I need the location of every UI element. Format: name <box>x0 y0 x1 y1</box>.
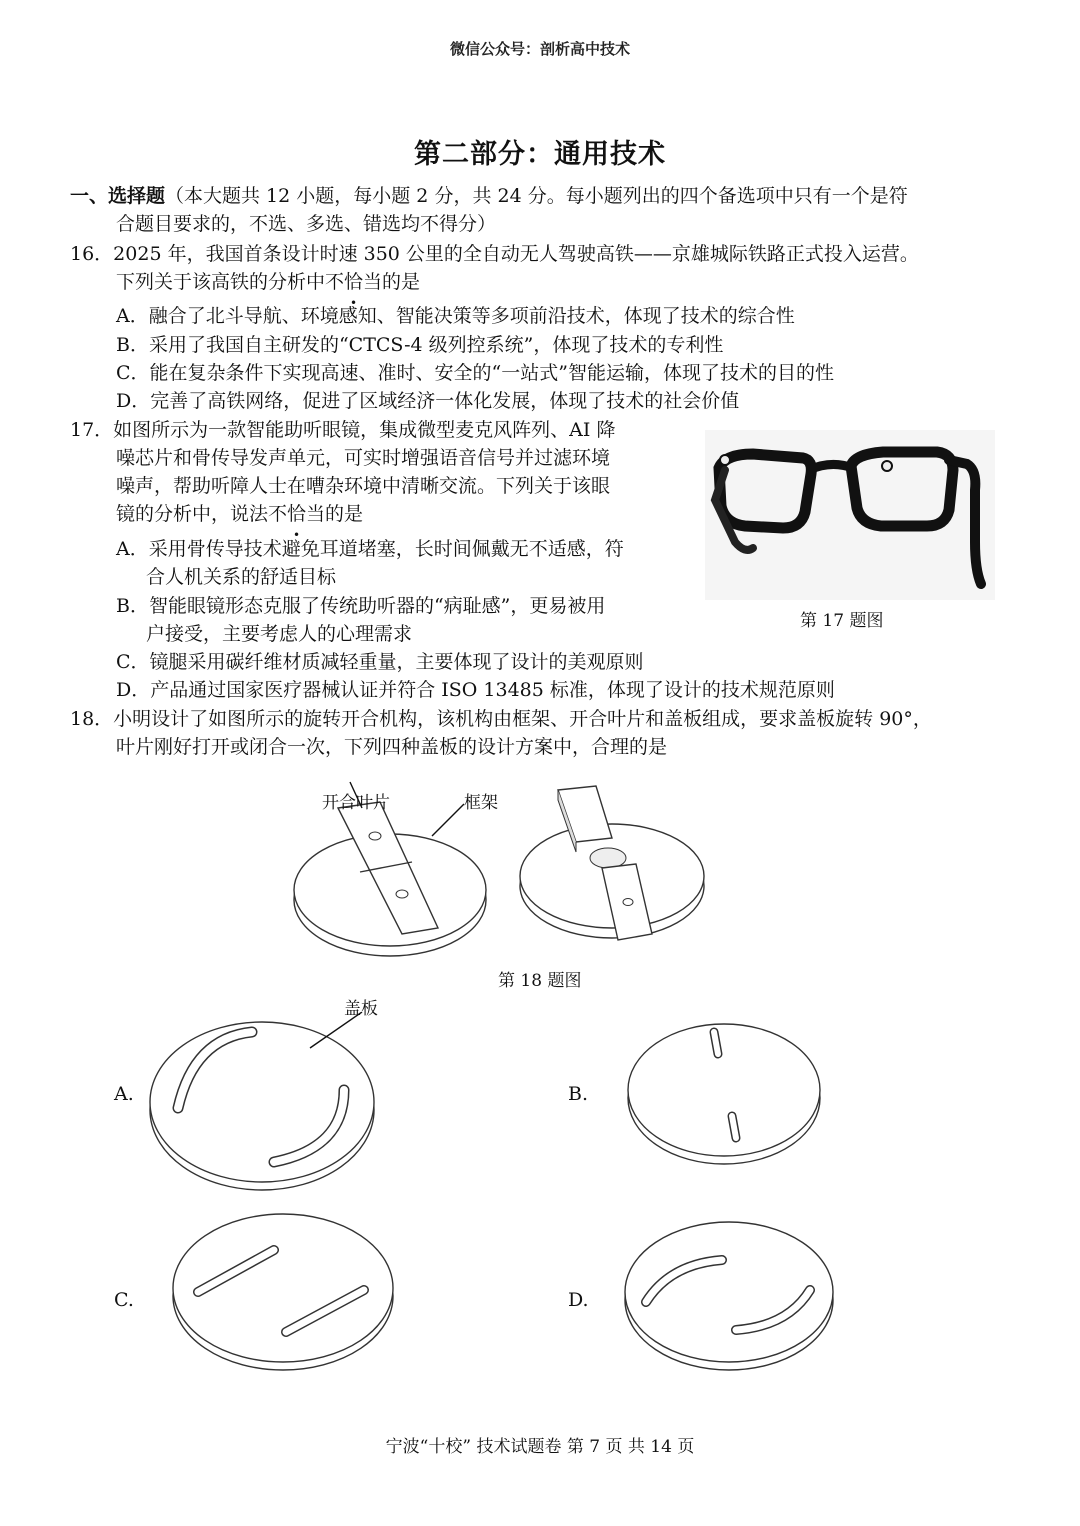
page-footer: 宁波“十校” 技术试题卷 第 7 页 共 14 页 <box>385 1437 695 1457</box>
label-cover: 盖板 <box>344 999 378 1019</box>
cover-option-a <box>144 1012 380 1198</box>
q16-option-b: B．采用了我国自主研发的“CTCS-4 级列控系统”，体现了技术的专利性 <box>116 334 724 356</box>
option-d-label: D. <box>568 1289 589 1311</box>
q16-stem-1: 16．2025 年，我国首条设计时速 350 公里的全自动无人驾驶高铁——京雄城际铁路正式投入运营。 <box>70 243 919 265</box>
q17-option-d: D．产品通过国家医疗器械认证并符合 ISO 13485 标准，体现了设计的技术规范原则 <box>116 679 835 701</box>
q16-option-c: C．能在复杂条件下实现高速、准时、安全的“一站式”智能运输，体现了技术的目的性 <box>116 362 834 384</box>
q18-stem-1: 18．小明设计了如图所示的旋转开合机构，该机构由框架、开合叶片和盖板组成，要求盖板旋转 90°， <box>70 708 932 730</box>
section-intro <box>70 182 908 210</box>
q18-stem-2: 叶片刚好打开或闭合一次，下列四种盖板的设计方案中，合理的是 <box>116 736 668 758</box>
option-a-label: A. <box>114 1083 134 1105</box>
q16-option-d: D．完善了高铁网络，促进了区域经济一体化发展，体现了技术的社会价值 <box>116 390 740 412</box>
q17-stem-1: 17．如图所示为一款智能助听眼镜，集成微型麦克风阵列、AI 降 <box>70 419 616 441</box>
q17-option-a-1: A．采用骨传导技术避免耳道堵塞，长时间佩戴无不适感，符 <box>116 538 624 560</box>
q18-figure-caption: 第 18 题图 <box>498 971 582 991</box>
q17-emphasis: 不恰当 <box>268 503 326 525</box>
q16-emphasis: 不恰当 <box>325 271 383 293</box>
q16-stem-post: 的是 <box>382 271 421 293</box>
option-b-label: B. <box>568 1083 589 1105</box>
q17-stem-2: 噪芯片和骨传导发声单元，可实时增强语音信号并过滤环境 <box>116 447 611 469</box>
section-heading: 一、选择题 <box>70 185 166 207</box>
cover-option-c <box>168 1208 398 1376</box>
q17-stem-4: 镜的分析中，说法不恰当的是 <box>116 503 364 525</box>
q17-option-b-1: B．智能眼镜形态克服了传统助听器的“病耻感”，更易被用 <box>116 595 606 617</box>
label-frame: 框架 <box>464 793 498 813</box>
page-title: 第二部分：通用技术 <box>414 139 666 170</box>
q16-stem-pre: 下列关于该高铁的分析中 <box>116 271 326 293</box>
q17-option-a-2: 合人机关系的舒适目标 <box>146 566 337 588</box>
q17-option-c: C．镜腿采用碳纤维材质减轻重量，主要体现了设计的美观原则 <box>116 651 644 673</box>
cover-option-d <box>620 1216 838 1376</box>
label-leaf: 开合叶片 <box>322 793 390 813</box>
q17-stem-3: 噪声，帮助听障人士在嘈杂环境中清晰交流。下列关于该眼 <box>116 475 611 497</box>
q17-figure-caption: 第 17 题图 <box>800 611 884 631</box>
q17-option-b-2: 户接受，主要考虑人的心理需求 <box>146 623 413 645</box>
section-desc-1: （本大题共 12 小题，每小题 2 分，共 24 分。每小题列出的四个备选项中只有一个是符 <box>165 185 908 207</box>
cover-option-b <box>624 1020 824 1170</box>
smart-glasses-image <box>705 430 995 600</box>
option-c-label: C. <box>114 1289 134 1311</box>
section-desc-2: 合题目要求的，不选、多选、错选均不得分） <box>116 213 497 235</box>
wechat-header: 微信公众号：剖析高中技术 <box>449 40 630 58</box>
q16-stem-2 <box>116 268 420 296</box>
q16-option-a: A．融合了北斗导航、环境感知、智能决策等多项前沿技术，体现了技术的综合性 <box>116 305 795 327</box>
